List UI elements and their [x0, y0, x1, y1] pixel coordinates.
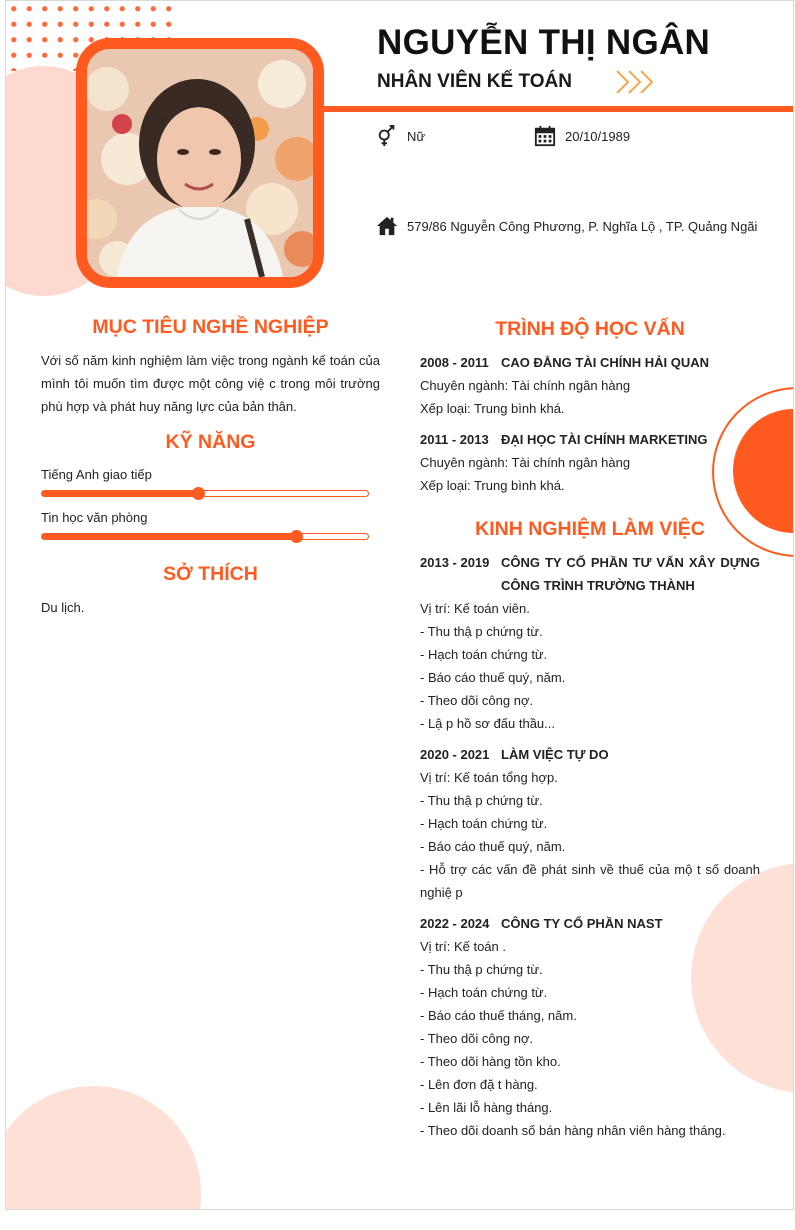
- education-school: ĐẠI HỌC TÀI CHÍNH MARKETING: [501, 432, 708, 447]
- experience-line: - Thu thậ p chứng từ.: [420, 793, 543, 808]
- experience-line: Vị trí: Kế toán viên.: [420, 601, 530, 616]
- experience-line: - Theo dõi doanh số bán hàng nhân viên hàng tháng.: [420, 1123, 726, 1138]
- experience-years: 2022 - 2024: [420, 916, 490, 931]
- experience-line: - Theo dõi hàng tồn kho.: [420, 1054, 561, 1069]
- experience-heading: KINH NGHIỆM LÀM VIỆC: [475, 518, 705, 540]
- header-divider: [324, 106, 794, 112]
- education-entry: [420, 351, 760, 420]
- skill-bar: [41, 490, 369, 497]
- education-years: 2011 - 2013: [420, 432, 489, 447]
- experience-line: - Báo cáo thuế tháng, năm.: [420, 1008, 577, 1023]
- gender-value: Nữ: [407, 128, 426, 144]
- chevrons-right-icon: [614, 69, 660, 95]
- address-value: 579/86 Nguyễn Công Phương, P. Nghĩa Lộ , TP. Quảng Ngãi: [407, 218, 758, 234]
- experience-line: - Báo cáo thuế quý, năm.: [420, 839, 566, 854]
- education-years: 2008 - 2011: [420, 355, 489, 370]
- home-icon: [376, 215, 398, 237]
- education-grade: Xếp loại: Trung bình khá.: [420, 401, 565, 416]
- calendar-icon: [534, 125, 556, 147]
- education-major: Chuyên ngành: Tài chính ngân hàng: [420, 455, 631, 470]
- profile-photo: [76, 38, 324, 288]
- education-school: CAO ĐẲNG TÀI CHÍNH HẢI QUAN: [501, 355, 709, 370]
- hobbies-heading: SỞ THÍCH: [163, 563, 258, 585]
- education-grade: Xếp loại: Trung bình khá.: [420, 478, 565, 493]
- circle-decoration-bottom-left: [5, 1086, 201, 1210]
- avatar: [87, 49, 313, 277]
- skill-label: Tiếng Anh giao tiếp: [41, 467, 152, 482]
- experience-entry: [420, 551, 760, 735]
- resume-page: [5, 0, 794, 1210]
- experience-years: 2020 - 2021: [420, 747, 490, 762]
- gender-icon: [376, 125, 398, 147]
- experience-line: - Hạch toán chứng từ.: [420, 985, 548, 1000]
- skills-heading: KỸ NĂNG: [165, 431, 256, 453]
- experience-line: Vị trí: Kế toán tổng hợp.: [420, 770, 558, 785]
- birthdate-value: 20/10/1989: [565, 128, 631, 144]
- hobbies-text: Du lịch.: [41, 600, 85, 615]
- experience-company: CÔNG TY CỔ PHẦN NAST: [501, 916, 663, 931]
- candidate-name: NGUYỄN THỊ NGÂN: [377, 23, 711, 62]
- experience-years: 2013 - 2019: [420, 555, 490, 570]
- experience-line: - Lậ p hồ sơ đấu thầu...: [420, 716, 556, 731]
- experience-entry: [420, 912, 760, 1142]
- job-title: NHÂN VIÊN KẾ TOÁN: [377, 71, 572, 92]
- experience-company: CÔNG TY CỔ PHẦN TƯ VẤN XÂY DỰNG CÔNG TRÌNH TRƯỜNG THÀNH: [501, 555, 760, 593]
- experience-line: - Hạch toán chứng từ.: [420, 647, 548, 662]
- experience-line: Vị trí: Kế toán .: [420, 939, 506, 954]
- experience-entry: [420, 743, 760, 904]
- skill-bar-fill: [42, 491, 198, 496]
- experience-line: - Theo dõi công nợ.: [420, 693, 534, 708]
- objective-heading: MỤC TIÊU NGHỀ NGHIỆP: [92, 316, 329, 338]
- experience-line: - Hỗ trợ các vấn đề phát sinh về thuế của mộ t số doanh nghiệ p: [420, 862, 760, 900]
- gender-info: [376, 125, 425, 147]
- skill-bar-fill: [42, 534, 296, 539]
- experience-line: - Hạch toán chứng từ.: [420, 816, 548, 831]
- experience-line: - Lên đơn đặ t hàng.: [420, 1077, 538, 1092]
- education-major: Chuyên ngành: Tài chính ngân hàng: [420, 378, 631, 393]
- skill-bar-knob: [192, 487, 205, 500]
- address-info: [376, 215, 757, 237]
- education-entry: [420, 428, 760, 497]
- experience-line: - Theo dõi công nợ.: [420, 1031, 534, 1046]
- objective-text: Với số năm kinh nghiệm làm việc trong ngành kế toán của mình tôi muốn tìm được một công việ c trong môi trường phù hợp và phát huy năng lực của bản thân.: [41, 353, 380, 414]
- experience-company: LÀM VIỆC TỰ DO: [501, 747, 609, 762]
- skill-bar-knob: [290, 530, 303, 543]
- experience-line: - Lên lãi lỗ hàng tháng.: [420, 1100, 553, 1115]
- experience-line: - Thu thậ p chứng từ.: [420, 624, 543, 639]
- birthdate-info: [534, 125, 630, 147]
- experience-line: - Báo cáo thuế quý, năm.: [420, 670, 566, 685]
- education-heading: TRÌNH ĐỘ HỌC VẤN: [495, 318, 685, 340]
- skill-bar: [41, 533, 369, 540]
- experience-line: - Thu thậ p chứng từ.: [420, 962, 543, 977]
- skill-label: Tin học văn phòng: [41, 510, 148, 525]
